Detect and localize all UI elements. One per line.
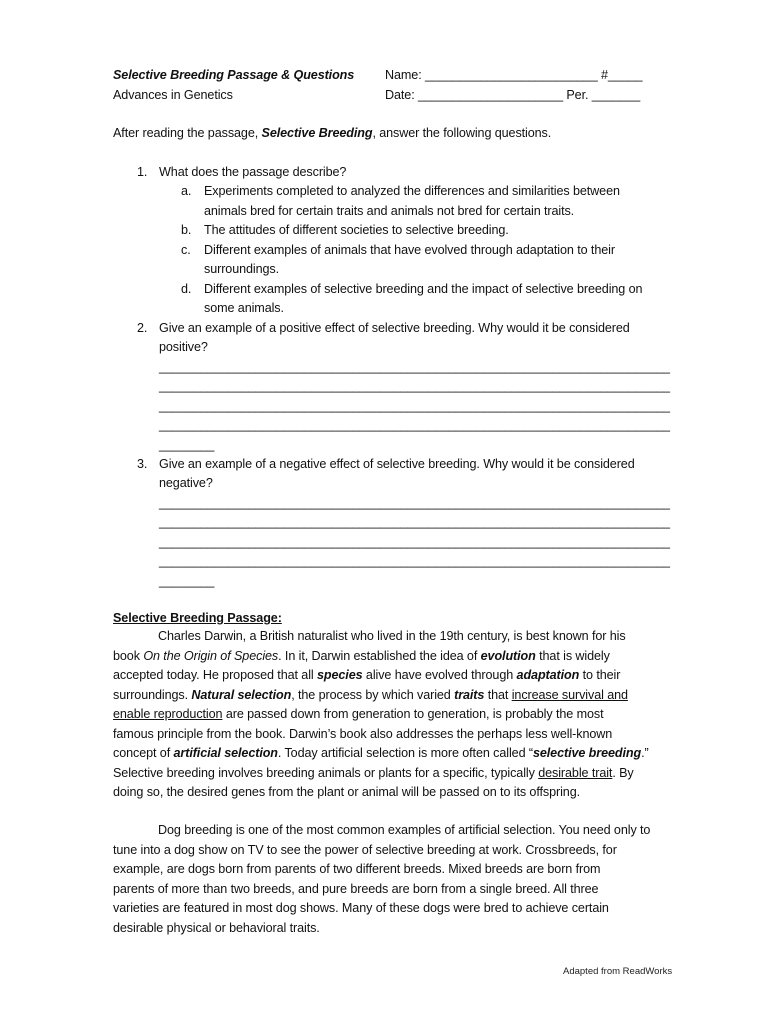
question-3-number: 3. (137, 457, 148, 471)
term-natural-selection: Natural selection (191, 687, 292, 702)
option-d-text-cont: some animals. (204, 301, 284, 315)
text-line: Charles Darwin, a British naturalist who lived in the 19th century, is best known for his (158, 629, 626, 643)
instructions-pre: After reading the passage, (113, 126, 262, 140)
question-2-text-cont: positive? (159, 340, 208, 354)
question-3-text: Give an example of a negative effect of selective breeding. Why would it be considered (159, 457, 635, 471)
question-1-text: What does the passage describe? (159, 165, 347, 179)
option-b-text: The attitudes of different societies to selective breeding. (204, 223, 509, 237)
text-line: tune into a dog show on TV to see the power of selective breeding at work. Crossbreeds, for (113, 842, 617, 857)
option-a-text-cont: animals bred for certain traits and animals not bred for certain traits. (204, 204, 575, 218)
term-traits: traits (454, 687, 485, 702)
text-line: varieties are featured in most dog shows. Many of these dogs were bred to achieve certain (113, 901, 609, 915)
text-line: parents of more than two breeds, and pure breeds are born from a single breed. All three (113, 881, 599, 896)
term-artificial-selection: artificial selection (173, 746, 278, 760)
underlined-phrase: increase survival and (511, 687, 628, 702)
underlined-phrase: enable reproduction (113, 707, 223, 721)
source-credit: Adapted from ReadWorks (563, 966, 673, 977)
passage-paragraph-2 (113, 821, 683, 938)
option-c-letter: c. (181, 243, 191, 257)
option-b-letter: b. (181, 223, 192, 237)
term-evolution: evolution (480, 648, 536, 663)
date-field-line: Date: _____________________ Per. _______ (385, 88, 641, 102)
instructions (113, 125, 551, 141)
option-a-letter: a. (181, 184, 192, 198)
underlined-phrase: desirable trait (538, 765, 613, 780)
worksheet-title: Selective Breeding Passage & Questions (113, 68, 355, 82)
name-field-line: Name: _________________________ #_____ (385, 68, 643, 82)
passage-heading: Selective Breeding Passage: (113, 611, 282, 625)
answer-line[interactable]: __________________________________________________________________________ (159, 554, 670, 568)
worksheet-subtitle: Advances in Genetics (113, 88, 233, 102)
term-adaptation: adaptation (516, 668, 580, 682)
text-line: Dog breeding is one of the most common examples of artificial selection. You need only to (158, 823, 651, 837)
answer-line[interactable]: __________________________________________________________________________ (159, 399, 670, 413)
answer-line[interactable]: ________ (159, 438, 215, 452)
text-line: doing so, the desired genes from the plant or animal will be passed on to its offspring. (113, 785, 581, 799)
passage-paragraph-1: Charles Darwin, a British naturalist who lived in the 19th century, is best known for his book On the Origin of Species. In it, Darwin established the idea of evolution that is widely accepted today. He proposed that all species alive have evolved through adaptation to their surroundings. Natural selection, the process by which varied traits that increase survival and enable reproduction are passed down from generation to generation, is probably the most famous principle from the book. Darwin’s book also addresses the perhaps less well-known concept of artificial selection. Today artificial selection is more often called “selective breeding.” Selective breeding involves breeding animals or plants for a specific, typically desirable trait. By doing so, the desired genes from the plant or animal will be passed on to its offspring. (113, 629, 649, 799)
term-selective-breeding: selective breeding (532, 746, 642, 760)
term-species: species (317, 668, 363, 682)
option-a-text: Experiments completed to analyzed the differences and similarities between (204, 184, 620, 198)
answer-line[interactable]: __________________________________________________________________________ (159, 535, 670, 549)
question-3-text-cont: negative? (159, 476, 213, 490)
answer-line[interactable]: ________ (159, 574, 215, 588)
answer-line[interactable]: __________________________________________________________________________ (159, 418, 670, 432)
text-line: famous principle from the book. Darwin’s book also addresses the perhaps less well-known (113, 726, 613, 741)
option-c-text: Different examples of animals that have evolved through adaptation to their (204, 243, 615, 257)
instructions-post: , answer the following questions. (372, 126, 552, 140)
option-d-text: Different examples of selective breeding and the impact of selective breeding on (204, 282, 643, 296)
answer-line[interactable]: __________________________________________________________________________ (159, 496, 670, 510)
answer-line[interactable]: __________________________________________________________________________ (159, 360, 670, 374)
question-2-text: Give an example of a positive effect of selective breeding. Why would it be considered (159, 321, 630, 335)
question-1-number: 1. (137, 165, 148, 179)
question-2-number: 2. (137, 321, 148, 335)
book-title: On the Origin of Species (143, 648, 279, 663)
answer-line[interactable]: __________________________________________________________________________ (159, 379, 670, 393)
option-d-letter: d. (181, 282, 192, 296)
answer-line[interactable]: __________________________________________________________________________ (159, 515, 670, 529)
text-line: desirable physical or behavioral traits. (113, 920, 320, 935)
text-line: example, are dogs born from parents of two different breeds. Mixed breeds are born from (113, 862, 601, 876)
option-c-text-cont: surroundings. (204, 262, 280, 276)
instructions-emphasis: Selective Breeding (261, 126, 373, 140)
